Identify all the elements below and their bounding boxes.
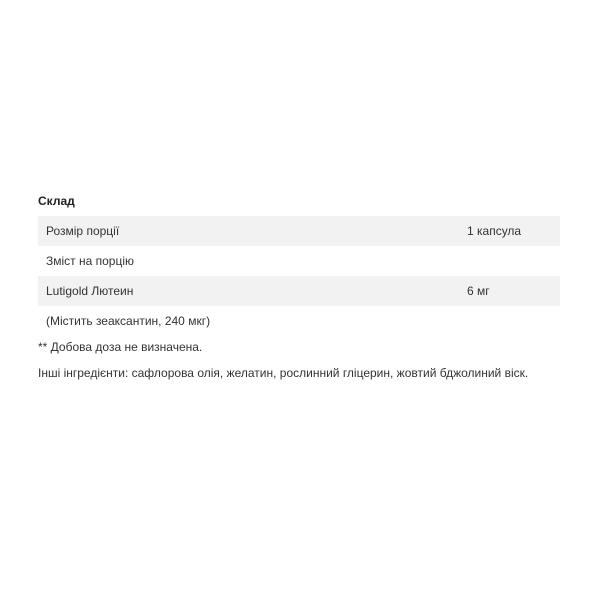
- row-label: Зміст на порцію: [46, 254, 135, 268]
- facts-table: [38, 216, 560, 336]
- supplement-facts-panel: [38, 190, 560, 381]
- daily-value-note: ** Добова доза не визначена.: [38, 340, 203, 354]
- row-amount: 6 мг: [467, 276, 560, 306]
- row-label: Розмір порції: [38, 216, 467, 246]
- table-row-amount-per-serving: [38, 246, 560, 276]
- row-label: Lutigold Лютеин: [38, 276, 467, 306]
- row-label: (Містить зеаксантин, 240 мкг): [46, 314, 211, 328]
- row-amount: [467, 246, 560, 276]
- table-row-lutein: [38, 276, 560, 306]
- section-title: Склад: [38, 194, 75, 208]
- other-ingredients-note: Інші інгредієнти: сафлорова олія, желатин, рослинний гліцерин, жовтий бджолиний віск.: [38, 366, 529, 380]
- row-amount: [467, 306, 560, 336]
- table-row-serving-size: [38, 216, 560, 246]
- row-amount: 1 капсула: [467, 216, 560, 246]
- table-row-zeaxanthin: [38, 306, 560, 336]
